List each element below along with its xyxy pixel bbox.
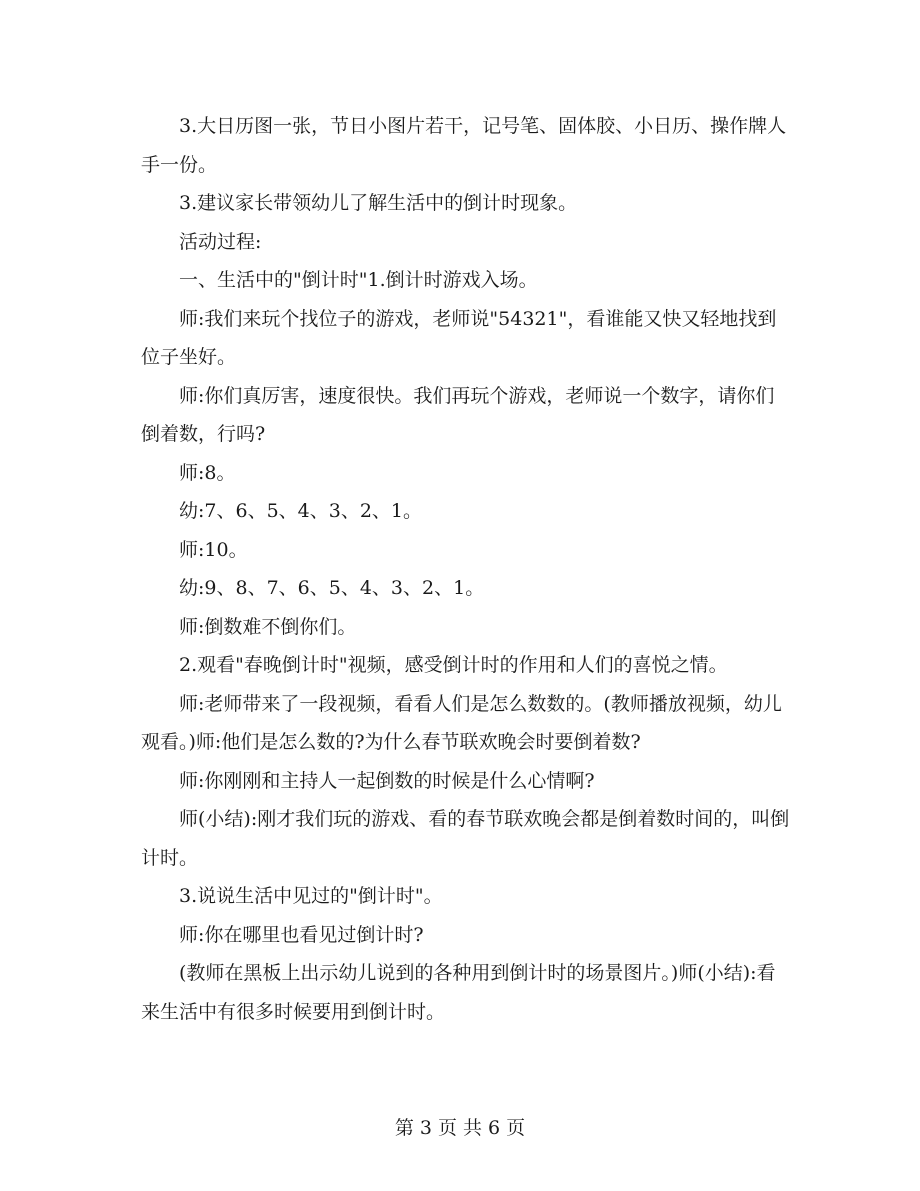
paragraph-7: 师:8。 <box>179 461 236 484</box>
paragraph-5: 师:我们来玩个找位子的游戏，老师说"54321"，看谁能又快又轻地找到位子坐好。 <box>141 307 777 368</box>
paragraph-17: 师:你在哪里也看见过倒计时? <box>179 923 424 946</box>
paragraph-18: (教师在黑板上出示幼儿说到的各种用到倒计时的场景图片。)师(小结):看来生活中有很多时候要用到倒计时。 <box>141 962 776 1023</box>
paragraph-13: 师:老师带来了一段视频，看看人们是怎么数数的。(教师播放视频，幼儿观看。)师:他们是怎么数的?为什么春节联欢晚会时要倒着数? <box>141 692 782 753</box>
paragraph-11: 师:倒数难不倒你们。 <box>179 615 357 638</box>
paragraph-12: 2.观看"春晚倒计时"视频，感受倒计时的作用和人们的喜悦之情。 <box>179 654 728 676</box>
paragraph-4: 一、生活中的"倒计时"1.倒计时游戏入场。 <box>179 269 538 291</box>
paragraph-14: 师:你刚刚和主持人一起倒数的时候是什么心情啊? <box>179 769 595 792</box>
paragraph-9: 师:10。 <box>179 538 248 561</box>
paragraph-15: 师(小结):刚才我们玩的游戏、看的春节联欢晚会都是倒着数时间的，叫倒计时。 <box>141 808 790 869</box>
paragraph-16: 3.说说生活中见过的"倒计时"。 <box>179 885 443 907</box>
paragraph-1: 3.大日历图一张，节日小图片若干，记号笔、固体胶、小日历、操作牌人手一份。 <box>141 115 787 176</box>
paragraph-8: 幼:7、6、5、4、3、2、1。 <box>179 500 423 522</box>
paragraph-10: 幼:9、8、7、6、5、4、3、2、1。 <box>179 577 485 599</box>
page-footer: 第 3 页 共 6 页 <box>394 1117 526 1139</box>
paragraph-2: 3.建议家长带领幼儿了解生活中的倒计时现象。 <box>179 192 578 214</box>
paragraph-6: 师:你们真厉害，速度很快。我们再玩个游戏，老师说一个数字，请你们倒着数，行吗? <box>141 384 775 445</box>
document-body <box>141 107 791 1031</box>
paragraph-3: 活动过程: <box>179 230 262 253</box>
